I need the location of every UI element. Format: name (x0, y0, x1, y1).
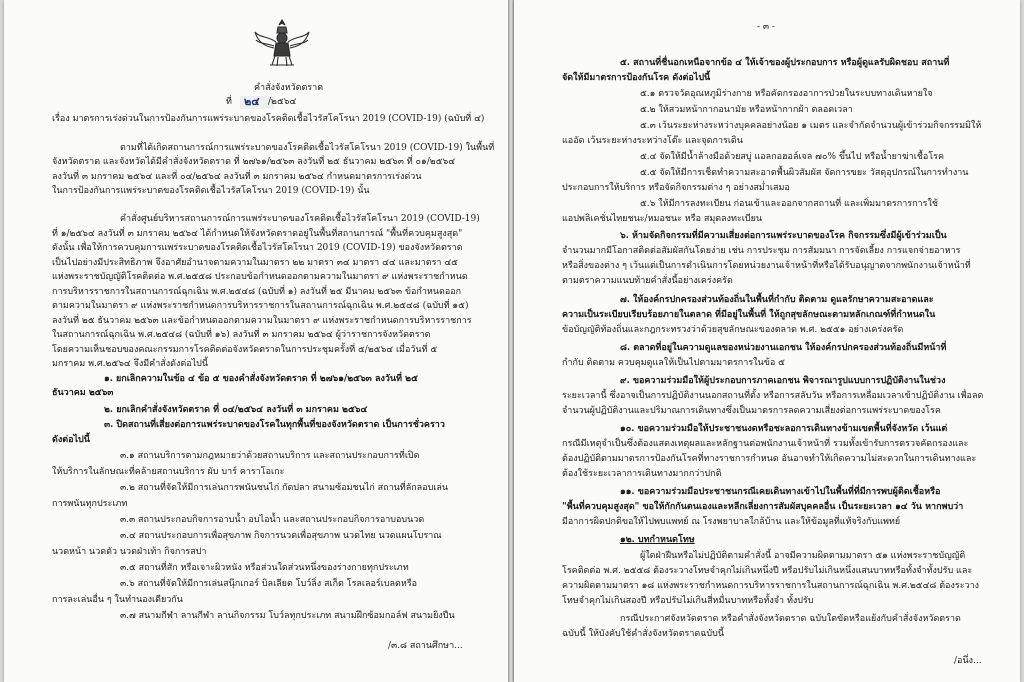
paragraph-line: กำกับ ติดตาม ควบคุมดูแลให้เป็นไปตามมาตรการในข้อ ๕ (562, 358, 785, 368)
sub-clause: ๕.๕ จัดให้มีการเช็ดทำความสะอาดพื้นผิวสัมผัส จัดการขยะ วัสดุอุปกรณ์ในการทำงาน (640, 168, 969, 178)
paragraph-line: ลงวันที่ ๒๕ ธันวาคม ๒๕๖๓ และข้อกำหนดออกตามความในมาตรา ๙ แห่งพระราชกำหนดการบริหารราชการ (52, 316, 472, 326)
sub-clause: ๓.๒ สถานที่จัดให้มีการเล่นการพนันชนไก่ กัดปลา สนามซ้อมชนไก่ สถานที่ลักลอบเล่น (120, 483, 449, 493)
paragraph-line: แออัด เว้นระยะห่างระหว่างโต๊ะ และจุดการเดิน (562, 136, 743, 146)
sub-clause: ๓.๓ สถานประกอบกิจการอาบน้ำ อบไอน้ำ และสถานประกอบกิจการอาบอบนวด (120, 515, 425, 525)
sub-clause: ๕.๖ ให้มีการลงทะเบียน ก่อนเข้าและออกจากสถานที่ และเพิ่มมาตรการการใช้ (640, 199, 938, 209)
paragraph-line: ประกอบการให้บริการ หรือจัดกิจกรรมต่าง ๆ อย่างสม่ำเสมอ (562, 183, 790, 193)
paragraph-line: ที่ ๑/๒๕๖๔ ลงวันที่ ๓ มกราคม ๒๕๖๔ ได้กำหนดให้จังหวัดตราดอยู่ในพื้นที่สถานการณ์ "พื้นที่ควบคุมสูงสุด" (52, 229, 463, 239)
paragraph-line: ลงวันที่ ๓ มกราคม ๒๕๖๔ และที่ ๐๔/๒๕๖๔ ลงวันที่ ๓ มกราคม ๒๕๖๔ กำหนดมาตรการเร่งด่วน (52, 172, 422, 182)
paragraph-line: หรือสิ่งของต่าง ๆ เว้นแต่เป็นการดำเนินการโดยหน่วยงานเจ้าหน้าที่หรือได้รับอนุญาตจากพนักงานเจ้าหน้าที่ (562, 261, 971, 271)
order-year: /๒๕๖๔ (268, 97, 297, 107)
subject-line: เรื่อง มาตรการเร่งด่วนในการป้องกันการแพร่ระบาดของโรคติดเชื้อไวรัสโคโรนา 2019 (COVID-19) (ฉบับที่ ๔) (52, 114, 485, 124)
paragraph-line: ความผิดตามมาตรา ๑๘ แห่งพระราชกำหนดการบริหารราชการในสถานการณ์ฉุกเฉิน พ.ศ.๒๕๔๘ ต้องระวาง (562, 581, 980, 591)
paragraph-line: กรณีมีเหตุจำเป็นซึ่งต้องแสดงเหตุผลและหลักฐานต่อพนักงานเจ้าหน้าที่ รวมทั้งเข้ารับการตรวจคัดกรองและ (562, 439, 969, 449)
clause-11: ๑๑. ขอความร่วมมือประชาชนกรณีเคยเดินทางเข้าไปในพื้นที่ที่มีการพบผู้ติดเชื้อหรือ (620, 487, 941, 497)
sub-clause: ๓.๕ สถานที่สัก หรือเจาะผิวหนัง หรือส่วนใดส่วนหนึ่งของร่างกายทุกประเภท (120, 563, 409, 573)
paragraph-line: ข้อบัญญัติท้องถิ่นและกฎกระทรวงว่าด้วยสุขลักษณะของตลาด พ.ศ. ๒๕๕๑ อย่างเคร่งครัด (562, 325, 904, 335)
order-prefix: ที่ (226, 97, 232, 107)
paragraph-line: ต้องปฏิบัติตามมาตรการป้องกันโรคที่ทางราชการกำหนด อันอาจทำให้เกิดความไม่สะดวกในการเดินทางและ (562, 454, 977, 464)
paragraph-line: ฉบับนี้ ให้บังคับใช้คำสั่งจังหวัดตราดฉบับนี้ (562, 629, 724, 639)
paragraph-line: ตามตราความแนบท้ายคำสั่งนี้อย่างเคร่งครัด (562, 276, 733, 286)
garuda-emblem-icon (252, 16, 312, 68)
clause-7: ๗. ให้องค์กรปกครองส่วนท้องถิ่นในพื้นที่กำกับ ติดตาม ดูแลรักษาความสะอาดและ (620, 295, 934, 305)
continuation-marker: /อนึ่ง... (954, 656, 982, 666)
paragraph-line: ดังต่อไปนี้ (52, 435, 90, 445)
paragraph-line: จังหวัดตราด และจังหวัดได้มีคำสั่งจังหวัดตราด ที่ ๒๗๖๑/๒๕๖๓ ลงวันที่ ๒๕ ธันวาคม ๒๕๖๓ ที่ ๐๑/๒๕๖๔ (52, 157, 456, 167)
clause-10: ๑๐. ขอความร่วมมือให้ประชาชนงดหรือชะลอการเดินทางข้ามเขตพื้นที่จังหวัด เว้นแต่ (620, 424, 948, 434)
sub-clause: ๓.๗ สนามกีฬา ลานกีฬา ลานกิจกรรม โบว์ลทุกประเภท สนามฝึกซ้อมกอล์ฟ สนามยิงปืน (120, 611, 455, 621)
paragraph-line: ระยะเวลานี้ ซึ่งอาจเป็นการปฏิบัติงานนอกสถานที่ตั้ง หรือการสลับวัน หรือการเหลื่อมเวลาเข้าปฏิบัติงาน เพื่อลด (562, 391, 984, 401)
right-page (514, 0, 1020, 682)
paragraph-line: การละเล่นอื่น ๆ ในทำนองเดียวกัน (52, 595, 183, 605)
clause-9: ๙. ขอความร่วมมือให้ผู้ประกอบการภาคเอกชน พิจารณารูปแบบการปฏิบัติงานในช่วง (620, 376, 946, 386)
paragraph-line: กรณีประกาศจังหวัดตราด หรือคำสั่งจังหวัดตราด ฉบับใดขัดหรือแย้งกับคำสั่งจังหวัดตราด (620, 614, 961, 624)
paragraph-line: มีอาการผิดปกติขอให้ไปพบแพทย์ ณ โรงพยาบาลใกล้บ้าน และให้ข้อมูลที่แท้จริงกับแพทย์ (562, 517, 901, 527)
paragraph-line: การพนันทุกประเภท (52, 499, 128, 509)
sub-clause: ๕.๑ ตรวจวัดอุณหภูมิร่างกาย หรือคัดกรองอาการป่วยในระบบทางเดินหายใจ (640, 89, 933, 99)
paragraph-line: ธันวาคม ๒๕๖๓ (52, 388, 114, 398)
paragraph-line: คำสั่งศูนย์บริหารสถานการณ์การแพร่ระบาดของโรคติดเชื้อไวรัสโคโรนา 2019 (COVID-19) (120, 214, 480, 224)
paragraph-line: นวดหน้า นวดตัว นวดฝ่าเท้า กิจการสปา (52, 547, 207, 557)
clause-8: ๘. ตลาดที่อยู่ในความดูแลของหน่วยงานเอกชน ให้องค์กรปกครองส่วนท้องถิ่นมีหน้าที่ (620, 343, 947, 353)
paragraph-line: โรคติดต่อ พ.ศ. ๒๕๕๘ ต้องระวางโทษจำคุกไม่เกินหนึ่งปี หรือปรับไม่เกินหนึ่งแสนบาทหรือทั้งจำทั้งปรับ และ (562, 566, 973, 576)
paragraph-line: ให้บริการในลักษณะที่คล้ายสถานบริการ ผับ บาร์ คาราโอเกะ (52, 467, 285, 477)
sub-clause: ๓.๑ สถานบริการตามกฎหมายว่าด้วยสถานบริการ และสถานประกอบการที่เปิด (120, 451, 420, 461)
page-number: - ๓ - (757, 22, 775, 32)
paragraph-line: ในการป้องกันการแพร่ระบาดของโรคติดเชื้อไวรัสโคโรนา 2019 (COVID-19) นั้น (52, 186, 370, 196)
issuer-title: คำสั่งจังหวัดตราด (254, 83, 324, 93)
continuation-marker: /๓.๘ สถานศึกษา... (388, 641, 463, 651)
paragraph-line: ผู้ใดฝ่าฝืนหรือไม่ปฏิบัติตามคำสั่งนี้ อาจมีความผิดตามมาตรา ๕๑ แห่งพระราชบัญญัติ (640, 551, 966, 561)
clause-12-penalty: ๑๒. บทกำหนดโทษ (620, 535, 695, 545)
paragraph-line: ตามความในมาตรา ๙ แห่งพระราชกำหนดการบริหารราชการในสถานการณ์ฉุกเฉิน พ.ศ.๒๕๔๘ (ฉบับที่ ๑๕) (52, 301, 469, 311)
paragraph-line: โทษจำคุกไม่เกินสองปี หรือปรับไม่เกินสี่หมื่นบาทหรือทั้งจำ ทั้งปรับ (562, 596, 814, 606)
sub-clause: ๓.๔ สถานประกอบการเพื่อสุขภาพ กิจการนวดเพื่อสุขภาพ นวดไทย นวดแผนโบราณ (120, 531, 442, 541)
clause-5: ๕. สถานที่ชื่นอกเหนือจากข้อ ๔ ให้เจ้าของผู้ประกอบการ หรือผู้ดูแลรับผิดชอบ สถานที่ (620, 58, 950, 68)
clause-6: ๖. ห้ามจัดกิจกรรมที่มีความเสี่ยงต่อการแพร่ระบาดของโรค กิจกรรมซึ่งมีผู้เข้าร่วมเป็น (620, 231, 947, 241)
paragraph-line: จำนวนผู้ปฏิบัติงานและปริมาณการเดินทางซึ่งเป็นมาตรการลดความเสี่ยงต่อการแพร่ระบาดของโรค (562, 406, 941, 416)
order-number-handwritten: ๒๔ (244, 95, 260, 108)
paragraph-line: จัดให้มีมาตรการป้องกันโรค ดังต่อไปนี้ (562, 73, 711, 83)
paragraph-line: เป็นไปอย่างมีประสิทธิภาพ จึงอาศัยอำนาจตามความในมาตรา ๒๒ มาตรา ๓๔ มาตรา ๔๔ และมาตรา ๔๕ (52, 258, 458, 268)
paragraph-line: ต้องใช้ระยะเวลาการเดินทางมากกว่าปกติ (562, 469, 722, 479)
clause-2: ๒. ยกเลิกคำสั่งจังหวัดตราด ที่ ๐๔/๒๕๖๔ ลงวันที่ ๓ มกราคม ๒๕๖๔ (104, 405, 368, 415)
paragraph-line: แอปพลิเคชั่นไทยชนะ/หมอชนะ หรือ สมุดลงทะเบียน (562, 214, 763, 224)
sub-clause: ๕.๒ ให้สวมหน้ากากอนามัย หรือหน้ากากผ้า ตลอดเวลา (640, 105, 853, 115)
paragraph-line: ความเป็นระเบียบเรียบร้อยภายในตลาด ที่มีอยู่ในพื้นที่ ให้ถูกสุขลักษณะตามหลักเกณฑ์ที่กำหนดใน (562, 310, 936, 320)
paragraph-line: ในสถานการณ์ฉุกเฉิน พ.ศ.๒๕๔๘ (ฉบับที่ ๑๖) ลงวันที่ ๓ มกราคม ๒๕๖๔ ผู้ว่าราชการจังหวัดตราด (52, 330, 431, 340)
paragraph-line: ตามที่ได้เกิดสถานการณ์การแพร่ระบาดของโรคติดเชื้อไวรัสโคโรนา 2019 (COVID-19) ในพื้นที่ (120, 143, 495, 153)
paragraph-line: ดังนั้น เพื่อให้การควบคุมการแพร่ระบาดของโรคติดเชื้อไวรัสโคโรนา 2019 (COVID-19) ของจังหวัดตราด (52, 243, 463, 253)
paragraph-line: การบริหารราชการในสถานการณ์ฉุกเฉิน พ.ศ.๒๕๔๘ (ฉบับที่ ๑) ลงวันที่ ๒๕ มีนาคม ๒๕๖๓ ข้อกำหนดออก (52, 287, 462, 297)
clause-1: ๑. ยกเลิกความในข้อ ๔ ข้อ ๕ ของคำสั่งจังหวัดตราด ที่ ๒๗๖๑/๒๕๖๓ ลงวันที่ ๒๕ (104, 374, 418, 384)
sub-clause: ๓.๖ สถานที่จัดให้มีการเล่นสนุ๊กเกอร์ บิลเลียด โบว์ลิ่ง สเก็ต โรลเลอร์เบลดหรือ (120, 579, 418, 589)
clause-3: ๓. ปิดสถานที่เสี่ยงต่อการแพร่ระบาดของโรคในทุกพื้นที่ของจังหวัดตราด เป็นการชั่วคราว (104, 420, 445, 430)
left-page (4, 0, 508, 682)
paragraph-line: มกราคม พ.ศ.๒๕๖๔ จึงมีคำสั่งดังต่อไปนี้ (52, 359, 209, 369)
paragraph-line: จำนวนมากมีโอกาสติดต่อสัมผัสกันโดยง่าย เช่น การประชุม การสัมมนา การจัดเลี้ยง การแจกจ่ายอาหาร (562, 246, 961, 256)
paragraph-line: "พื้นที่ควบคุมสูงสุด" ขอให้กักกันตนเองและหลีกเลี่ยงการสัมผัสบุคคลอื่น เป็นระยะเวลา ๑๔ วัน หากพบว่า (562, 502, 964, 512)
sub-clause: ๕.๓ เว้นระยะห่างระหว่างบุคคลอย่างน้อย ๑ เมตร และจำกัดจำนวนผู้เข้าร่วมกิจกรรมมิให้ (640, 121, 982, 131)
sub-clause: ๕.๔ จัดให้มีน้ำล้างมือด้วยสบู่ แอลกอฮอล์เจล ๗๐% ขึ้นไป หรือน้ำยาฆ่าเชื้อโรค (640, 152, 944, 162)
paragraph-line: แห่งพระราชบัญญัติโรคติดต่อ พ.ศ.๒๕๕๘ ประกอบข้อกำหนดออกตามความในมาตรา ๙ แห่งพระราชกำหนด (52, 272, 468, 282)
paragraph-line: โดยความเห็นชอบของคณะกรรมการโรคติดต่อจังหวัดตราดในการประชุมครั้งที่ ๕/๒๕๖๔ เมื่อวันที่ ๕ (52, 345, 438, 355)
